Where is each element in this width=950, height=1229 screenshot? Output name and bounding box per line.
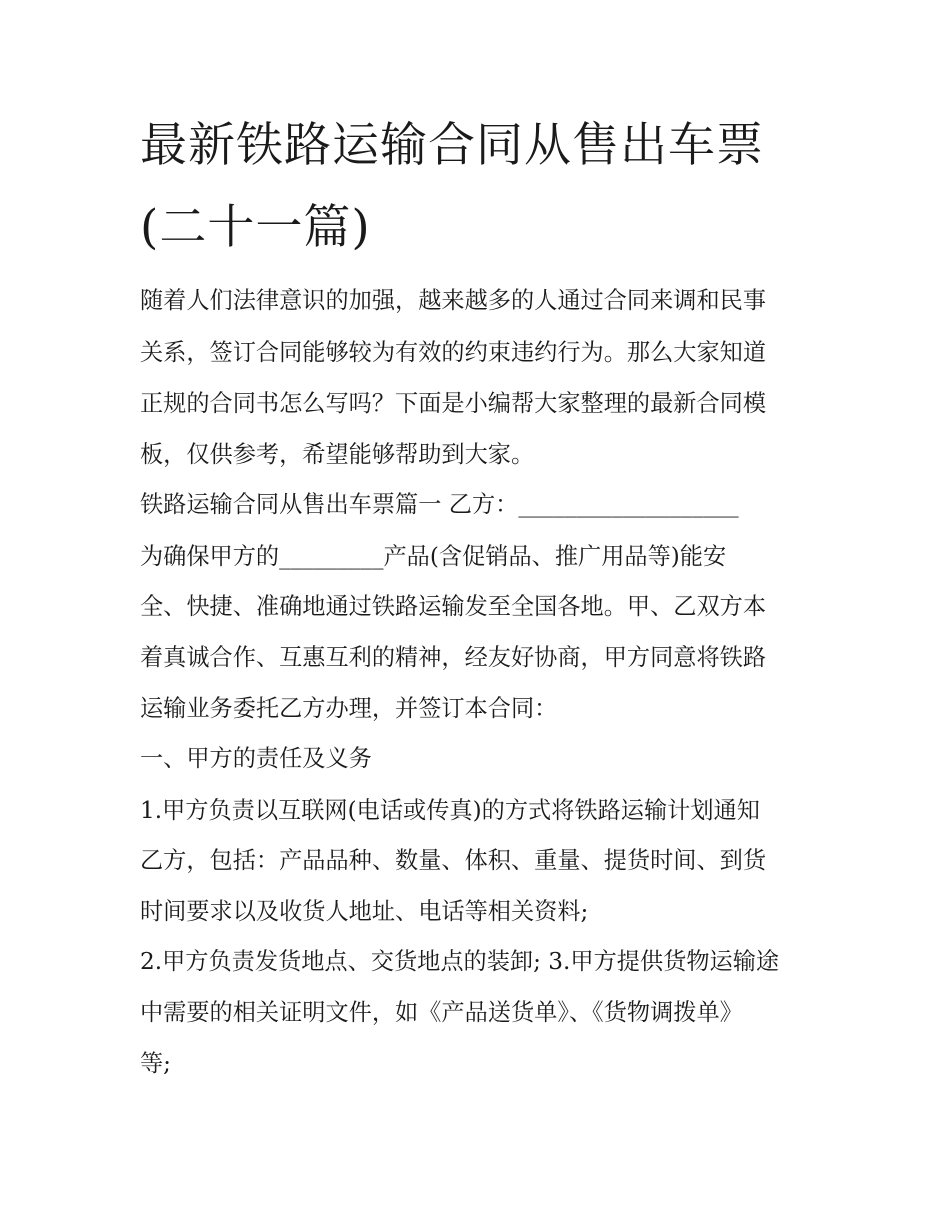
document-title-line-2: (二十一篇) [140, 200, 371, 255]
clause-line: 1.甲方负责以互联网(电话或传真)的方式将铁路运输计划通知 [140, 797, 760, 824]
intro-line: 关系，签订合同能够较为有效的约束违约行为。那么大家知道 [140, 339, 767, 366]
intro-line: 板，仅供参考，希望能够帮助到大家。 [140, 441, 535, 468]
clause-line: 时间要求以及收货人地址、电话等相关资料; [140, 898, 589, 925]
body-line: 运输业务委托乙方办理，并签订本合同： [140, 695, 558, 722]
clause-line: 等; [140, 1050, 171, 1077]
intro-line: 正规的合同书怎么写吗？下面是小编帮大家整理的最新合同模 [140, 390, 767, 417]
clause-line: 中需要的相关证明文件，如《产品送货单》、《货物调拨单》 [140, 999, 743, 1026]
clause-heading: 一、甲方的责任及义务 [140, 745, 372, 772]
clause-line: 2.甲方负责发货地点、交货地点的装卸; 3.甲方提供货物运输途 [140, 948, 780, 975]
section-heading-line: 铁路运输合同从售出车票篇一 乙方：___________________ [140, 491, 739, 518]
clause-line: 乙方，包括：产品品种、数量、体积、重量、提货时间、到货 [140, 847, 767, 874]
body-line: 为确保甲方的_________产品(含促销品、推广用品等)能安 [140, 543, 727, 570]
intro-line: 随着人们法律意识的加强，越来越多的人通过合同来调和民事 [140, 287, 767, 314]
document-title-line-1: 最新铁路运输合同从售出车票 [140, 118, 764, 173]
body-line: 全、快捷、准确地通过铁路运输发至全国各地。甲、乙双方本 [140, 593, 767, 620]
body-line: 着真诚合作、互惠互利的精神，经友好协商，甲方同意将铁路 [140, 644, 767, 671]
